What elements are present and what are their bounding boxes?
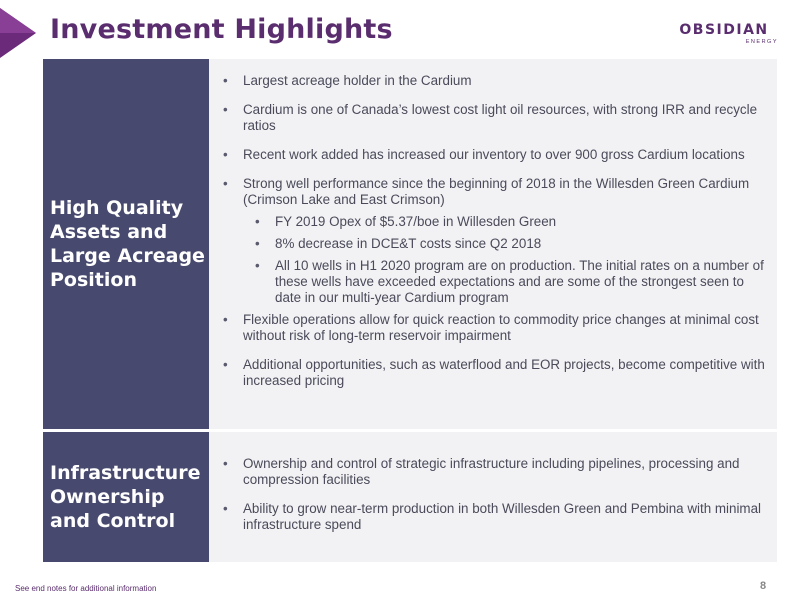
company-logo bbox=[668, 22, 780, 46]
page-number: 8 bbox=[760, 580, 767, 592]
sub-list-item: • 8% decrease in DCE&T costs since Q2 2018 bbox=[243, 236, 767, 252]
logo-subtext: ENERGY bbox=[745, 39, 778, 45]
list-item: • Cardium is one of Canada’s lowest cost light oil resources, with strong IRR and recycle ratios bbox=[221, 102, 767, 134]
logo-wordmark: OBSIDIAN bbox=[679, 22, 769, 38]
list-item: • Flexible operations allow for quick reaction to commodity price changes at minimal cost without risk of long-term reservoir impairment bbox=[221, 312, 767, 344]
list-item: • Largest acreage holder in the Cardium bbox=[221, 73, 767, 89]
section-asset-quality bbox=[43, 59, 777, 429]
list-item bbox=[221, 176, 767, 306]
page-title: Investment Highlights bbox=[50, 14, 393, 45]
list-item: • Ability to grow near-term production in both Willesden Green and Pembina with minimal infrastructure spend bbox=[221, 501, 767, 533]
bullet-list bbox=[221, 73, 767, 389]
section-content bbox=[209, 59, 777, 429]
list-item: • Ownership and control of strategic infrastructure including pipelines, processing and compression facilities bbox=[221, 456, 767, 488]
section-infrastructure bbox=[43, 432, 777, 562]
list-item-text: Strong well performance since the beginning of 2018 in the Willesden Green Cardium (Crimson Lake and East Crimson) bbox=[243, 176, 750, 207]
section-label: Infrastructure Ownership and Control bbox=[43, 432, 209, 562]
list-item: • Additional opportunities, such as waterflood and EOR projects, become competitive with increased pricing bbox=[221, 357, 767, 389]
sub-list-item: • All 10 wells in H1 2020 program are on production. The initial rates on a number of these wells have exceeded expectations and are some of the strongest seen to date in our multi-year Cardium program bbox=[243, 258, 767, 306]
section-label: High Quality Assets and Large Acreage Position bbox=[43, 59, 209, 429]
bullet-list bbox=[221, 456, 767, 533]
section-content bbox=[209, 432, 777, 562]
footnote: See end notes for additional information bbox=[15, 584, 157, 593]
sub-bullet-list bbox=[243, 214, 767, 306]
list-item: • Recent work added has increased our inventory to over 900 gross Cardium locations bbox=[221, 147, 767, 163]
corner-arrow-icon bbox=[0, 8, 36, 58]
sub-list-item: • FY 2019 Opex of $5.37/boe in Willesden Green bbox=[243, 214, 767, 230]
